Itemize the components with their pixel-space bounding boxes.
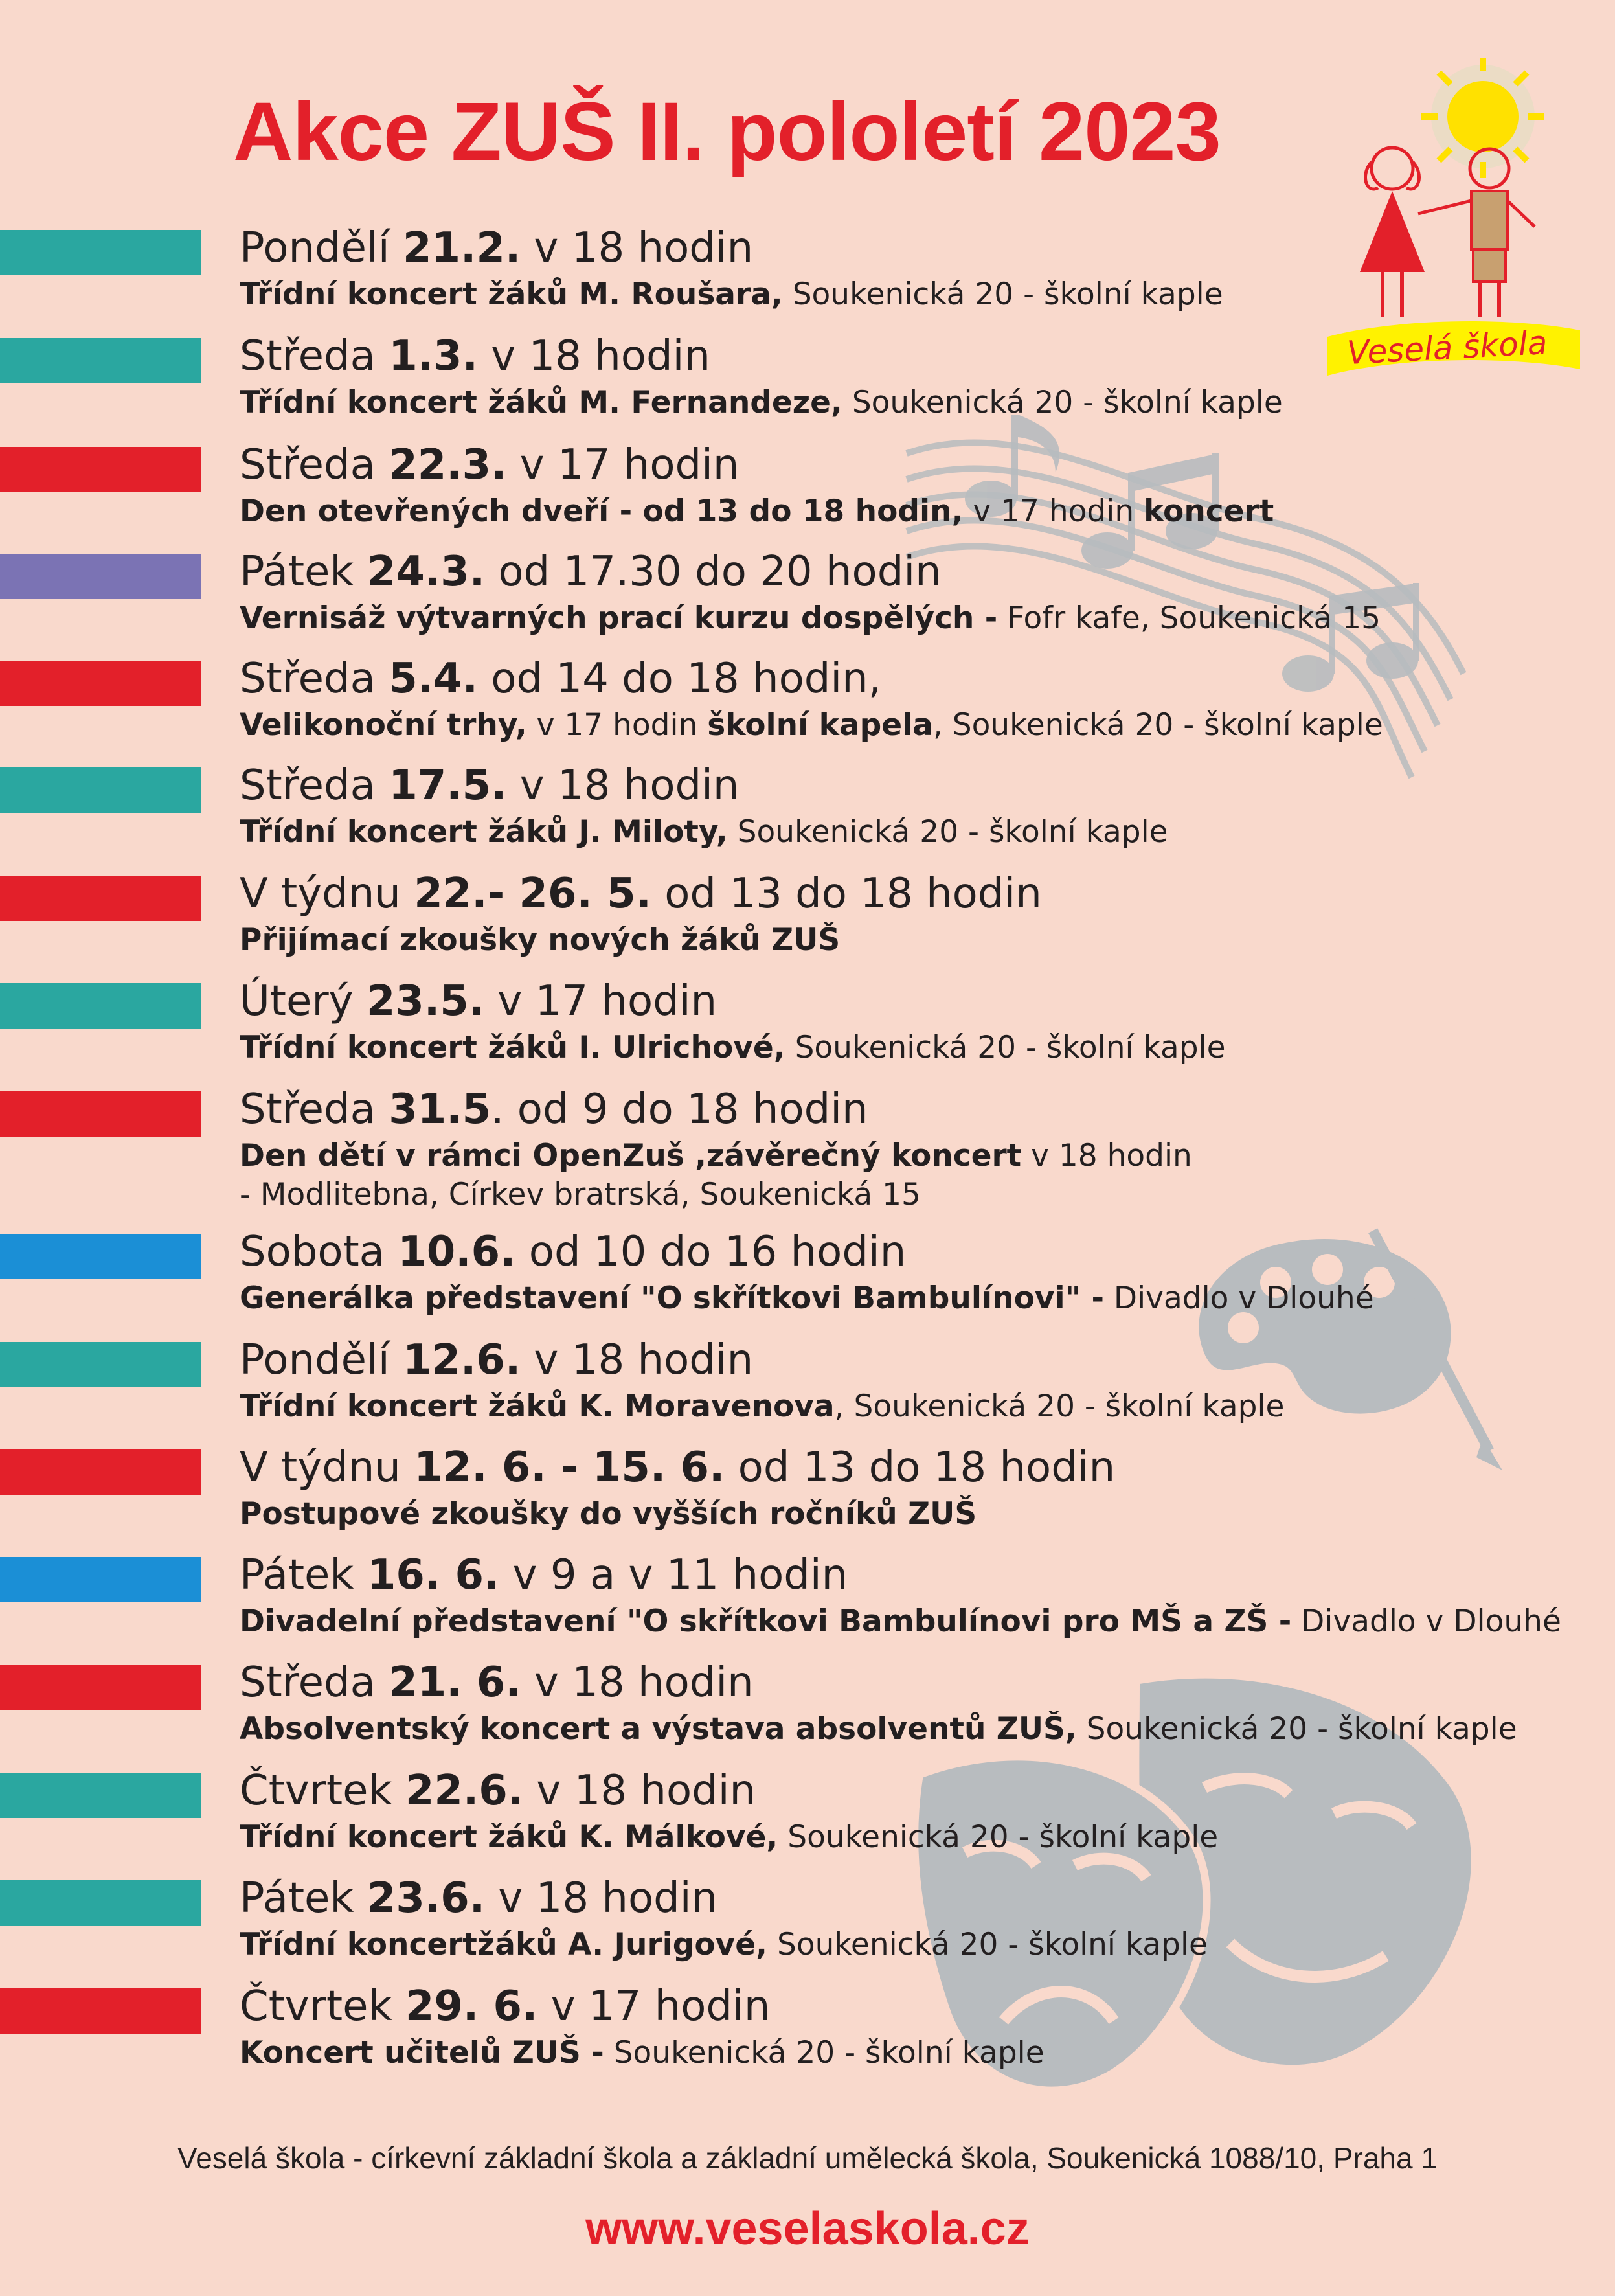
- event-day: Pondělí: [240, 1336, 403, 1384]
- event-time: v 18 hodin: [506, 762, 740, 810]
- event-color-bar: [0, 1880, 201, 1926]
- event-color-bar: [0, 661, 201, 706]
- event-time: v 17 hodin: [506, 441, 740, 489]
- event-location: Fofr kafe, Soukenická 15: [997, 600, 1381, 636]
- event-description: [240, 1710, 1517, 1749]
- event-title: Třídní koncertžáků A. Jurigové,: [240, 1927, 768, 1962]
- event-location: Soukenická 20 - školní kaple: [778, 1819, 1219, 1855]
- event-date: 31.5: [389, 1085, 491, 1133]
- event-day: Středa: [240, 1659, 389, 1707]
- event-color-bar: [0, 1988, 201, 2034]
- event-date-line: [240, 1226, 906, 1278]
- event-title: koncert: [1144, 494, 1274, 529]
- event-title: Den otevřených dveří - od 13 do 18 hodin,: [240, 494, 964, 529]
- event-time: od 14 do 18 hodin,: [477, 655, 882, 703]
- event-description: [240, 599, 1381, 638]
- event-description: [240, 921, 840, 960]
- event-title: Absolventský koncert a výstava absolventů ZUŠ,: [240, 1711, 1077, 1747]
- event-color-bar: [0, 767, 201, 813]
- event-date-line: [240, 330, 710, 382]
- event-location: Soukenická 20 - školní kaple: [604, 2035, 1045, 2071]
- event-day: Pondělí: [240, 224, 403, 272]
- event-description: [240, 2034, 1045, 2073]
- event-location: Soukenická 20 - školní kaple: [782, 277, 1223, 312]
- event-day: V týdnu: [240, 1444, 414, 1492]
- event-title: Den dětí v rámci OpenZuš ,závěrečný koncert: [240, 1138, 1022, 1174]
- event-location: Divadlo v Dlouhé: [1103, 1280, 1374, 1316]
- event-day: Sobota: [240, 1228, 398, 1276]
- event-time: v 18 hodin: [485, 1874, 718, 1922]
- event-location: Soukenická 20 - školní kaple: [1076, 1711, 1517, 1747]
- event-day: Čtvrtek: [240, 1983, 405, 2030]
- event-color-bar: [0, 1234, 201, 1279]
- event-date: 22.- 26. 5.: [414, 870, 651, 918]
- event-time: v 17 hodin: [484, 977, 717, 1025]
- footer-address: Veselá škola - církevní základní škola a základní umělecká škola, Soukenická 1088/10, Praha 1: [177, 2141, 1438, 2175]
- event-day: Středa: [240, 441, 389, 489]
- event-title: Třídní koncert žáků M. Roušara,: [240, 277, 783, 312]
- event-description: [240, 1387, 1284, 1426]
- event-time: v 18 hodin: [521, 224, 754, 272]
- event-title: Velikonoční trhy,: [240, 707, 527, 743]
- event-title: školní kapela: [707, 707, 933, 743]
- event-location: Soukenická 20 - školní kaple: [767, 1927, 1208, 1962]
- event-time: od 13 do 18 hodin: [725, 1444, 1116, 1492]
- event-time: v 17 hodin: [537, 1983, 771, 2030]
- event-date: 21.2.: [402, 224, 521, 272]
- event-title: Divadelní představení "O skřítkovi Bambulínovi pro MŠ a ZŠ -: [240, 1604, 1292, 1639]
- event-color-bar: [0, 876, 201, 921]
- event-time: v 18 hodin: [521, 1336, 754, 1384]
- event-date: 29. 6.: [405, 1983, 538, 2030]
- event-day: Úterý: [240, 977, 367, 1025]
- event-date-line: [240, 760, 739, 812]
- event-date-line: [240, 546, 942, 598]
- event-description: [240, 1495, 977, 1534]
- event-color-bar: [0, 1449, 201, 1495]
- event-color-bar: [0, 554, 201, 599]
- event-location: v 18 hodin: [1021, 1138, 1192, 1174]
- event-date-line: [240, 1765, 756, 1817]
- event-color-bar: [0, 338, 201, 383]
- event-location: , Soukenická 20 - školní kaple: [834, 1389, 1285, 1424]
- event-color-bar: [0, 1665, 201, 1710]
- event-description: [240, 1602, 1561, 1641]
- event-venue: - Modlitebna, Církev bratrská, Soukenická 15: [240, 1177, 921, 1212]
- event-day: Pátek: [240, 548, 367, 596]
- event-date-line: [240, 1657, 754, 1709]
- event-day: V týdnu: [240, 870, 414, 918]
- event-title: Vernisáž výtvarných prací kurzu dospělých -: [240, 600, 998, 636]
- event-title: Třídní koncert žáků M. Fernandeze,: [240, 385, 842, 420]
- event-title: Třídní koncert žáků J. Miloty,: [240, 814, 728, 850]
- event-date: 17.5.: [389, 762, 507, 810]
- event-day: Středa: [240, 332, 389, 380]
- page-title: Akce ZUŠ II. pololetí 2023: [233, 85, 1221, 178]
- event-description: [240, 1029, 1226, 1067]
- event-description: [240, 1818, 1218, 1857]
- event-title: Třídní koncert žáků K. Moravenova: [240, 1389, 835, 1424]
- event-color-bar: [0, 1773, 201, 1818]
- event-time: v 18 hodin: [521, 1659, 754, 1707]
- event-description: [240, 1279, 1374, 1318]
- event-date-line: [240, 1334, 753, 1386]
- paint-palette-icon: [1179, 1218, 1515, 1477]
- event-location: , Soukenická 20 - školní kaple: [932, 707, 1383, 743]
- event-date: 16. 6.: [367, 1551, 500, 1599]
- event-time: od 17.30 do 20 hodin: [485, 548, 942, 596]
- event-description: [240, 275, 1223, 314]
- event-day: Středa: [240, 1085, 389, 1133]
- event-date-line: [240, 439, 739, 491]
- event-title: Přijímací zkoušky nových žáků ZUŠ: [240, 922, 841, 958]
- event-date-line: [240, 868, 1042, 920]
- event-title: Třídní koncert žáků I. Ulrichové,: [240, 1030, 785, 1065]
- event-date-line: [240, 1549, 848, 1601]
- event-color-bar: [0, 1557, 201, 1602]
- event-description: [240, 706, 1383, 745]
- event-color-bar: [0, 447, 201, 492]
- event-description: [240, 1926, 1208, 1964]
- event-title: Postupové zkoušky do vyšších ročníků ZUŠ: [240, 1496, 977, 1532]
- event-time: v 18 hodin: [523, 1767, 756, 1815]
- event-color-bar: [0, 230, 201, 275]
- event-date: 10.6.: [398, 1228, 516, 1276]
- event-date: 24.3.: [367, 548, 486, 596]
- event-description: [240, 1137, 1192, 1176]
- event-time: od 13 do 18 hodin: [651, 870, 1042, 918]
- website-link[interactable]: www.veselaskola.cz: [585, 2203, 1030, 2255]
- event-day: Čtvrtek: [240, 1767, 405, 1815]
- event-date: 22.6.: [405, 1767, 524, 1815]
- event-location: Soukenická 20 - školní kaple: [785, 1030, 1226, 1065]
- event-time: v 9 a v 11 hodin: [499, 1551, 848, 1599]
- event-date-line: [240, 1872, 717, 1924]
- event-date-line: [240, 1442, 1115, 1494]
- event-time: v 18 hodin: [477, 332, 710, 380]
- event-date: 1.3.: [389, 332, 478, 380]
- logo: [1321, 58, 1593, 376]
- event-date-line: [240, 222, 753, 274]
- event-title: Koncert učitelů ZUŠ -: [240, 2035, 604, 2071]
- event-day: Pátek: [240, 1551, 367, 1599]
- event-date: 5.4.: [389, 655, 478, 703]
- event-time: . od 9 do 18 hodin: [491, 1085, 868, 1133]
- event-location: Divadlo v Dlouhé: [1291, 1604, 1561, 1639]
- event-description: [240, 813, 1168, 852]
- event-date-line: [240, 975, 717, 1027]
- event-day: Středa: [240, 762, 389, 810]
- logo-text: Veselá škola: [1346, 323, 1548, 372]
- event-date: 21. 6.: [389, 1659, 521, 1707]
- event-location: Soukenická 20 - školní kaple: [727, 814, 1168, 850]
- event-date: 12.6.: [402, 1336, 521, 1384]
- event-color-bar: [0, 1091, 201, 1137]
- event-day: Středa: [240, 655, 389, 703]
- event-location: Soukenická 20 - školní kaple: [842, 385, 1283, 420]
- event-date: 23.5.: [366, 977, 485, 1025]
- event-date: 22.3.: [389, 441, 507, 489]
- event-color-bar: [0, 1342, 201, 1387]
- event-description: [240, 383, 1283, 422]
- event-location: v 17 hodin: [526, 707, 708, 743]
- event-day: Pátek: [240, 1874, 367, 1922]
- event-color-bar: [0, 983, 201, 1029]
- event-time: od 10 do 16 hodin: [515, 1228, 907, 1276]
- event-date: 23.6.: [367, 1874, 486, 1922]
- event-title: Třídní koncert žáků K. Málkové,: [240, 1819, 778, 1855]
- event-description: [240, 492, 1274, 531]
- event-date: 12. 6. - 15. 6.: [414, 1444, 725, 1492]
- event-date-line: [240, 653, 881, 705]
- event-title: Generálka představení "O skřítkovi Bambulínovi" -: [240, 1280, 1104, 1316]
- event-location: v 17 hodin: [963, 494, 1144, 529]
- event-date-line: [240, 1981, 770, 2032]
- event-date-line: [240, 1084, 868, 1135]
